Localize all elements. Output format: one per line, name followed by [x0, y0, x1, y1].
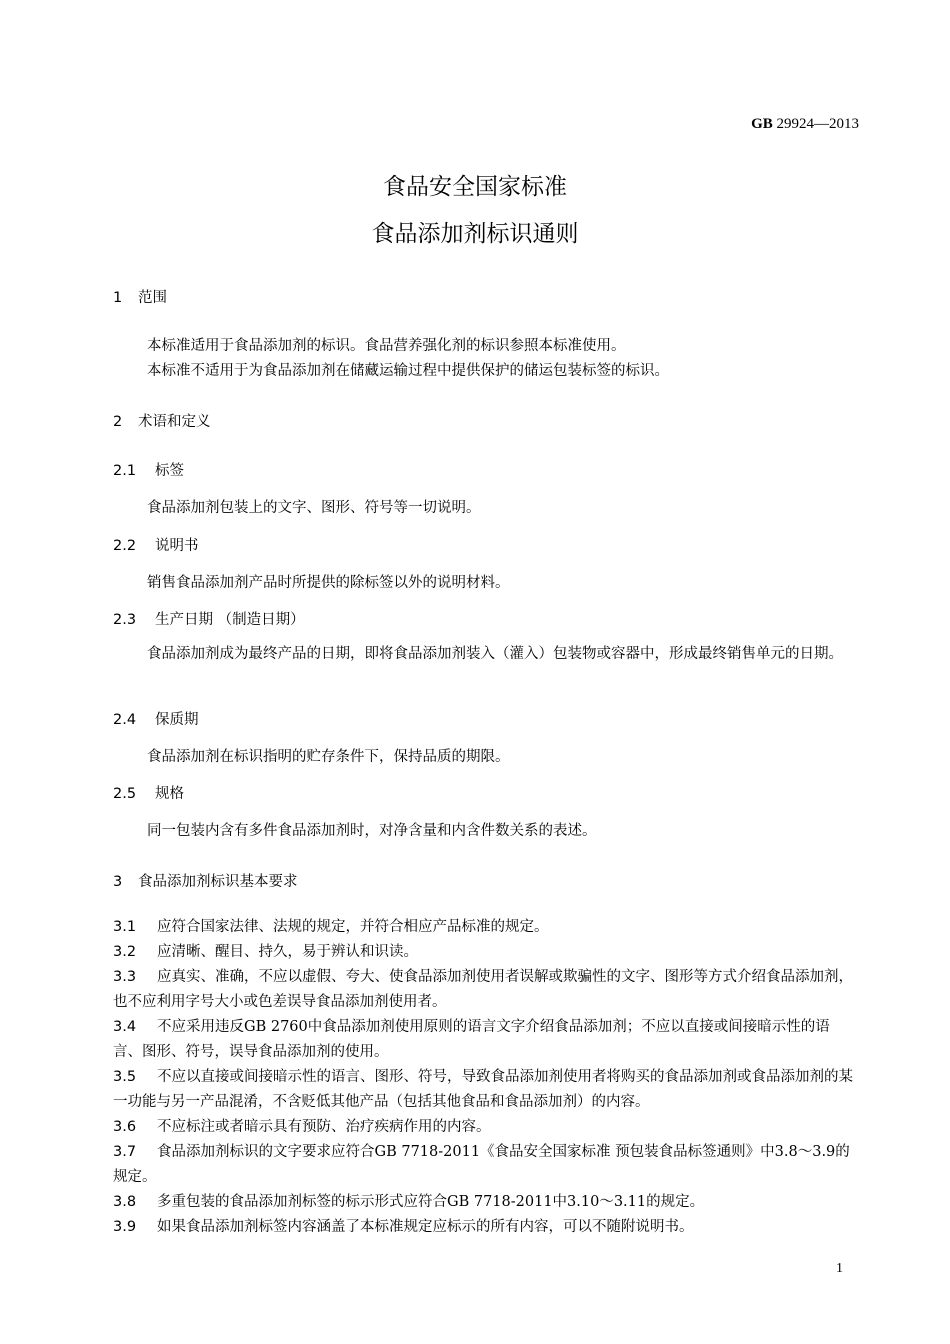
requirement-text: 应真实、准确，不应以虚假、夸大、使食品添加剂使用者误解或欺骗性的文字、图形等方式介绍食品添加剂，也不应利用字号大小或色差误导食品添加剂使用者。 [113, 969, 853, 1010]
section-1-paragraph: 本标准适用于食品添加剂的标识。食品营养强化剂的标识参照本标准使用。 [147, 338, 626, 354]
section-2-heading [113, 410, 211, 431]
requirement-number: 3.7 [113, 1144, 137, 1160]
subsection-number: 2.5 [113, 786, 137, 802]
definition-text: 销售食品添加剂产品时所提供的除标签以外的说明材料。 [147, 575, 510, 591]
section-number: 2 [113, 414, 123, 430]
subsection-number: 2.4 [113, 712, 137, 728]
requirement-number: 3.9 [113, 1219, 137, 1235]
section-1-paragraph: 本标准不适用于为食品添加剂在储藏运输过程中提供保护的储运包装标签的标识。 [147, 363, 669, 379]
section-title: 术语和定义 [138, 414, 211, 430]
standard-code-prefix: GB [751, 116, 773, 132]
subsection-title: 标签 [155, 463, 184, 479]
subsection-title: 说明书 [155, 538, 199, 554]
subsection-heading [113, 708, 199, 729]
requirement-text: 如果食品添加剂标签内容涵盖了本标准规定应标示的所有内容，可以不随附说明书。 [157, 1219, 694, 1235]
subsection-heading [113, 459, 184, 480]
subsection-heading [113, 782, 184, 803]
section-3-heading [113, 870, 298, 891]
requirement-item [113, 1065, 853, 1115]
requirement-item [113, 940, 853, 965]
requirement-text: 应符合国家法律、法规的规定，并符合相应产品标准的规定。 [157, 919, 549, 935]
requirement-text: 不应以直接或间接暗示性的语言、图形、符号，导致食品添加剂使用者将购买的食品添加剂或食品添加剂的某一功能与另一产品混淆，不含贬低其他产品（包括其他食品和食品添加剂）的内容。 [113, 1069, 853, 1110]
section-number: 1 [113, 290, 123, 306]
requirement-item [113, 1140, 853, 1190]
subsection-title: 保质期 [155, 712, 199, 728]
definition-text: 食品添加剂成为最终产品的日期，即将食品添加剂装入（灌入）包装物或容器中，形成最终销售单元的日期。 [147, 646, 843, 662]
requirement-text: 食品添加剂标识的文字要求应符合GB 7718-2011《食品安全国家标准 预包装食品标签通则》中3.8～3.9的规定。 [113, 1144, 850, 1185]
requirement-item [113, 1015, 853, 1065]
requirement-number: 3.5 [113, 1069, 137, 1085]
section-title: 食品添加剂标识基本要求 [138, 874, 298, 890]
subsection-number: 2.3 [113, 612, 137, 628]
page-number: 1 [836, 1261, 843, 1276]
requirement-item [113, 1215, 853, 1240]
section-number: 3 [113, 874, 123, 890]
document-title-line1: 食品安全国家标准 [383, 174, 567, 200]
subsection-number: 2.2 [113, 538, 137, 554]
standard-code-number: 29924—2013 [776, 116, 859, 132]
subsection-heading [113, 608, 305, 629]
requirement-number: 3.2 [113, 944, 137, 960]
subsection-title: 生产日期 （制造日期） [155, 612, 305, 628]
requirement-item [113, 915, 853, 940]
requirement-number: 3.8 [113, 1194, 137, 1210]
requirement-text: 应清晰、醒目、持久，易于辨认和识读。 [157, 944, 418, 960]
document-title-line2: 食品添加剂标识通则 [371, 221, 579, 247]
requirement-number: 3.6 [113, 1119, 137, 1135]
subsection-heading [113, 534, 199, 555]
requirement-item [113, 1190, 853, 1215]
standard-code [751, 116, 859, 133]
requirement-text: 不应标注或者暗示具有预防、治疗疾病作用的内容。 [157, 1119, 491, 1135]
requirement-item [113, 965, 853, 1015]
requirement-number: 3.4 [113, 1019, 137, 1035]
definition-text: 同一包装内含有多件食品添加剂时，对净含量和内含件数关系的表述。 [147, 823, 597, 839]
requirement-item [113, 1115, 853, 1140]
section-title: 范围 [138, 290, 167, 306]
definition-text: 食品添加剂包装上的文字、图形、符号等一切说明。 [147, 500, 481, 516]
requirement-text: 不应采用违反GB 2760中食品添加剂使用原则的语言文字介绍食品添加剂；不应以直接或间接暗示性的语言、图形、符号，误导食品添加剂的使用。 [113, 1019, 830, 1060]
subsection-title: 规格 [155, 786, 184, 802]
definition-text: 食品添加剂在标识指明的贮存条件下，保持品质的期限。 [147, 749, 510, 765]
subsection-number: 2.1 [113, 463, 137, 479]
requirement-number: 3.3 [113, 969, 137, 985]
section-1-heading [113, 286, 167, 307]
requirement-number: 3.1 [113, 919, 137, 935]
requirement-text: 多重包装的食品添加剂标签的标示形式应符合GB 7718-2011中3.10～3.11的规定。 [157, 1194, 705, 1210]
